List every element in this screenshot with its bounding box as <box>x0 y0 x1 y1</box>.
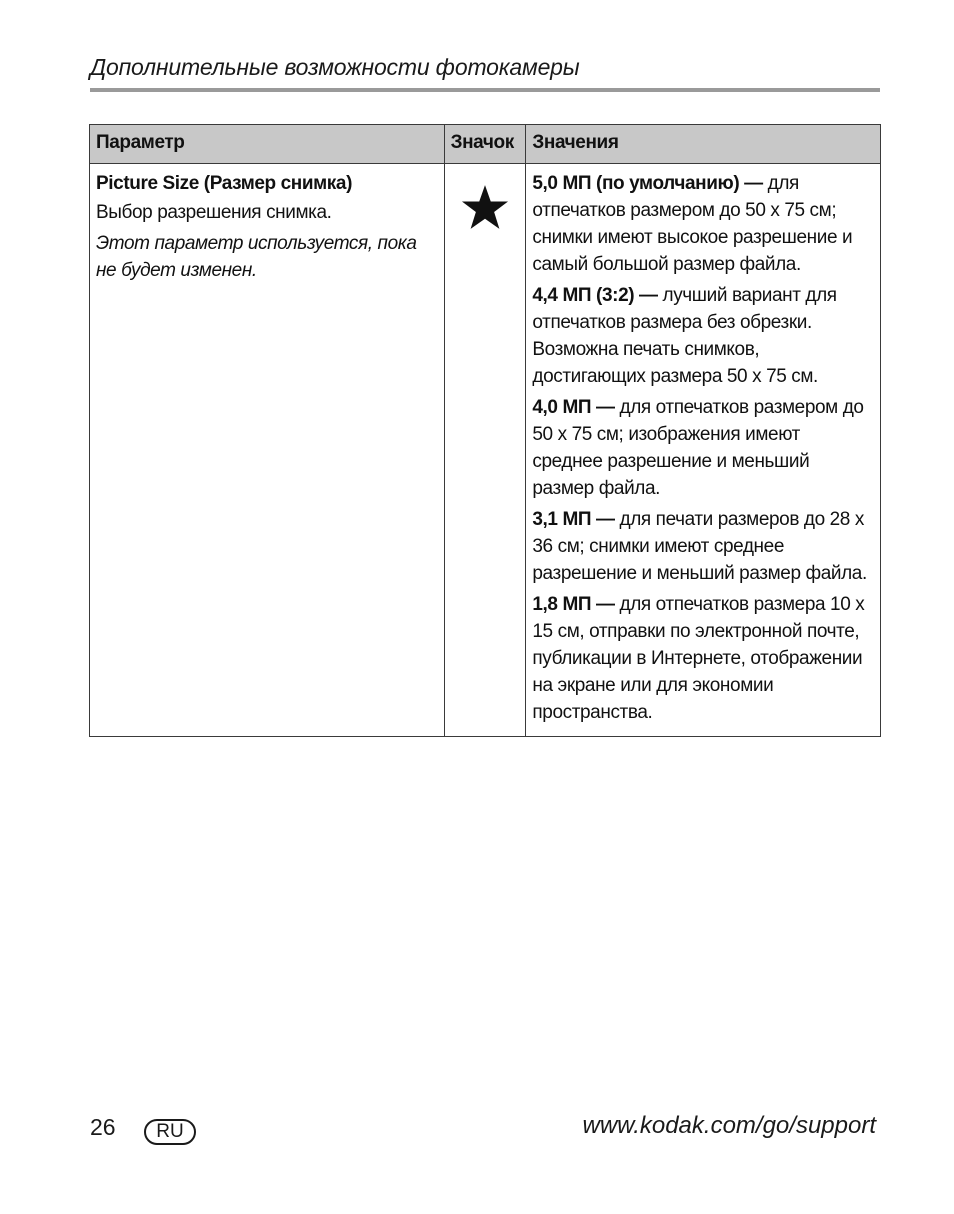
support-url: www.kodak.com/go/support <box>582 1112 876 1139</box>
table-header-row <box>90 125 881 164</box>
page-number: 26 <box>90 1114 116 1140</box>
parameter-name: Picture Size (Размер снимка) <box>96 173 352 194</box>
option-label: 3,1 МП — <box>532 509 615 530</box>
option-label: 1,8 МП — <box>532 594 615 615</box>
header-divider <box>90 88 880 92</box>
parameter-description: Выбор разрешения снимка. <box>96 202 332 223</box>
option-text: для отпечатков размера 10 x 15 см, отправки по электронной почте, публикации в Интернете, отображении на экране или для экономии пространства. <box>532 594 865 723</box>
option-text: для печати размеров до 28 x 36 см; снимки имеют среднее разрешение и меньший размер файла. <box>532 509 867 584</box>
page-header-title: Дополнительные возможности фотокамеры <box>90 54 580 80</box>
option-4mp <box>532 394 874 502</box>
option-text: лучший вариант для отпечатков размера без обрезки. Возможна печать снимков, достигающих размера 50 x 75 см. <box>532 285 837 387</box>
option-1-8mp <box>532 591 874 726</box>
icon-cell <box>444 164 526 737</box>
language-badge: RU <box>144 1119 196 1145</box>
parameter-note: Этот параметр используется, пока не будет изменен. <box>96 233 417 281</box>
option-label: 4,0 МП — <box>532 397 615 418</box>
column-header-parameter: Параметр <box>90 125 445 164</box>
column-header-values: Значения <box>526 125 881 164</box>
parameter-cell <box>90 164 445 737</box>
option-label: 4,4 МП (3:2) — <box>532 285 658 306</box>
option-text: для отпечатков размером до 50 x 75 см; изображения имеют среднее разрешение и меньший размер файла. <box>532 397 864 499</box>
option-label: 5,0 МП (по умолчанию) — <box>532 173 763 194</box>
table-row <box>90 164 881 737</box>
values-cell <box>526 164 881 737</box>
option-4-4mp <box>532 282 874 390</box>
parameters-table <box>89 124 881 737</box>
option-5mp <box>532 170 874 278</box>
option-3-1mp <box>532 506 874 587</box>
column-header-icon: Значок <box>444 125 526 164</box>
star-icon <box>461 184 509 230</box>
option-text: для отпечатков размером до 50 x 75 см; снимки имеют высокое разрешение и самый большой размер файла. <box>532 173 853 275</box>
